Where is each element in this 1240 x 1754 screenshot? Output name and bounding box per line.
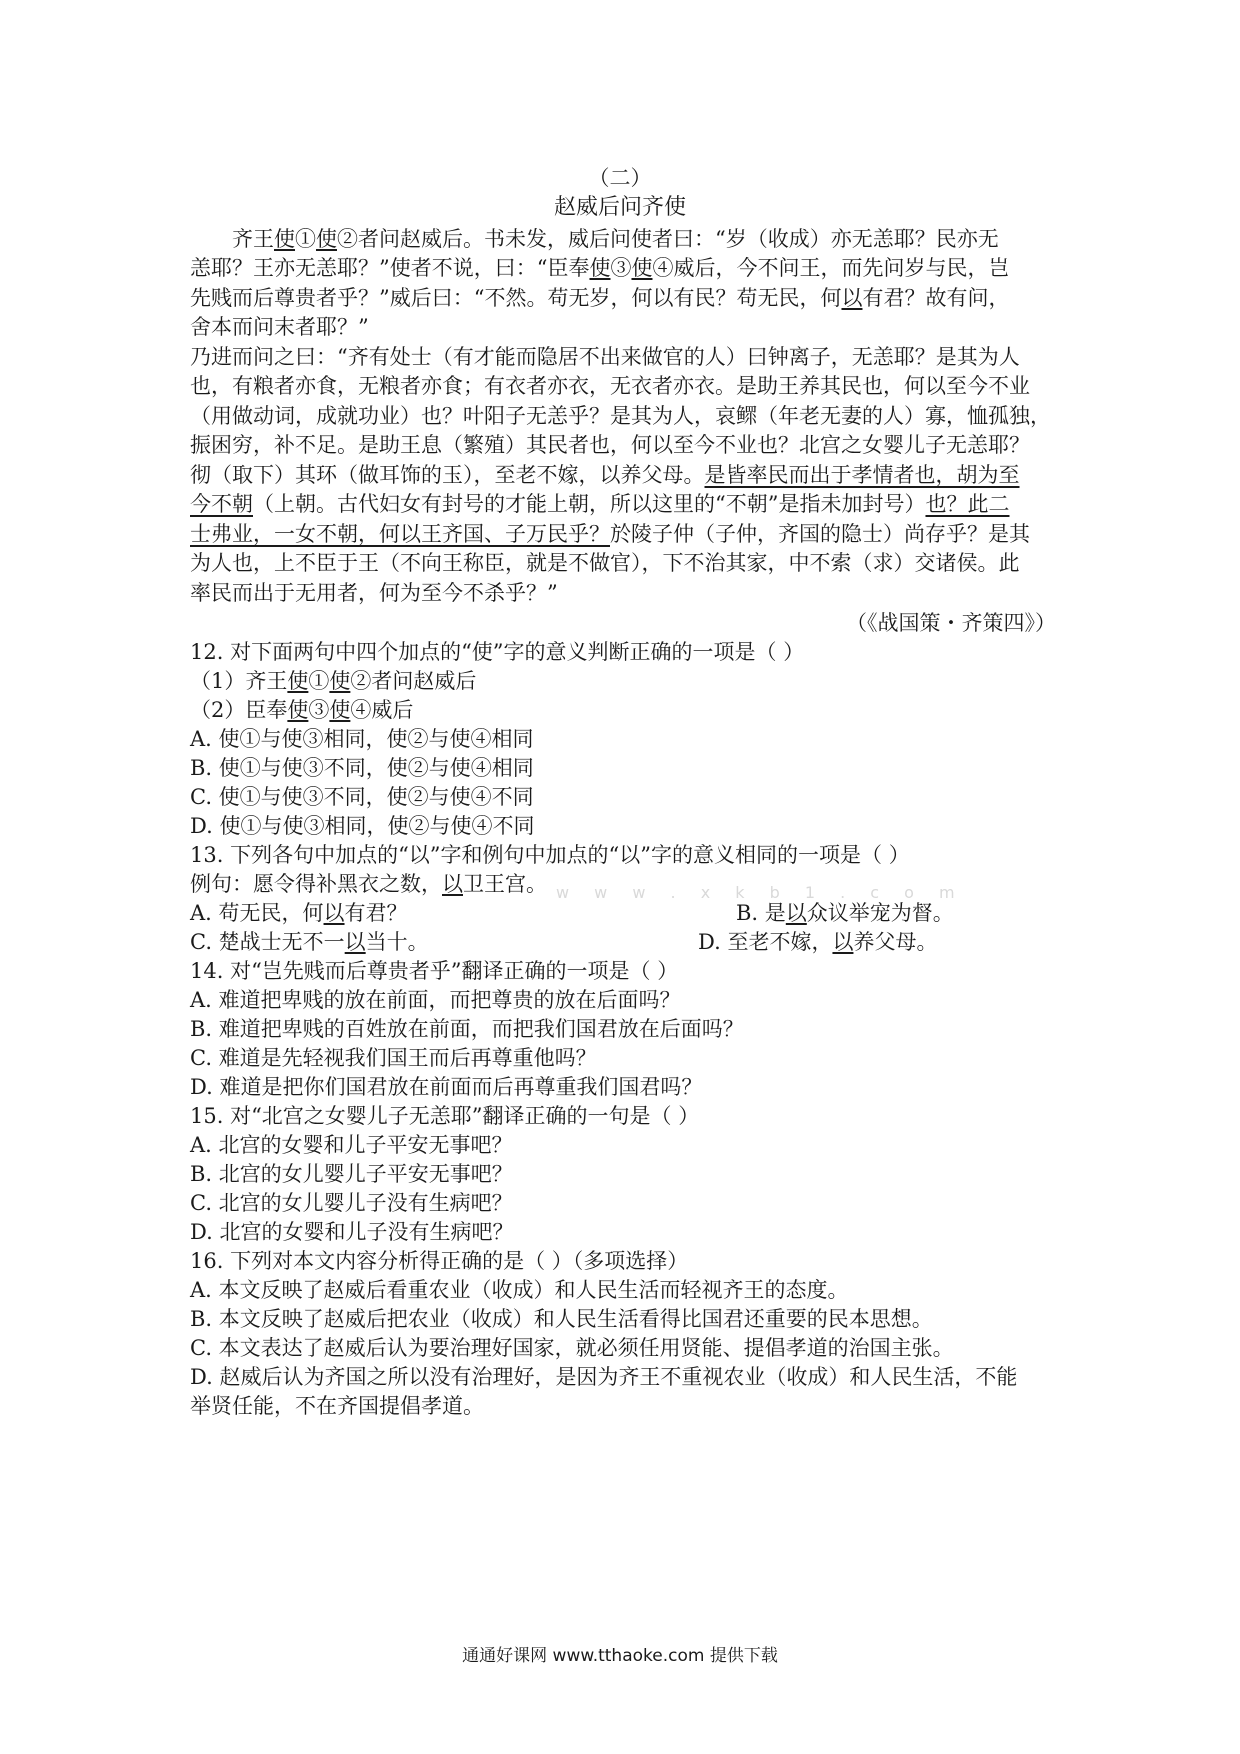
question-13-option-d: D. 至老不嫁，以养父母。 <box>698 930 938 954</box>
question-16-option-d-continued: 举贤任能，不在齐国提倡孝道。 <box>190 1394 484 1418</box>
passage-line: 士弗业，一女不朝，何以王齐国、子万民乎？於陵子仲（子仲，齐国的隐士）尚存乎？是其 <box>190 522 1030 546</box>
passage-line: 齐王使①使②者问赵威后。书未发，威后问使者曰：“岁（收成）亦无恙耶？民亦无 <box>232 227 999 251</box>
question-12-stem: 12. 对下面两句中四个加点的“使”字的意义判断正确的一项是（ ） <box>190 640 805 664</box>
passage-line: 乃进而问之曰：“齐有处士（有才能而隐居不出来做官的人）曰钟离子，无恙耶？是其为人 <box>190 345 1020 369</box>
passage-line: 先贱而后尊贵者乎？”威后曰：“不然。苟无岁，何以有民？苟无民，何以有君？故有问， <box>190 286 1010 310</box>
question-14-option-c: C. 难道是先轻视我们国王而后再尊重他吗？ <box>190 1046 597 1070</box>
section-number: （二） <box>588 166 652 190</box>
question-14-stem: 14. 对“岂先贱而后尊贵者乎”翻译正确的一项是（ ） <box>190 959 679 983</box>
question-15-option-c: C. 北宫的女儿婴儿子没有生病吧？ <box>190 1191 513 1215</box>
question-15-option-a: A. 北宫的女婴和儿子平安无事吧？ <box>190 1133 513 1157</box>
passage-line: 振困穷，补不足。是助王息（繁殖）其民者也，何以至今不业也？北宫之女婴儿子无恙耶？ <box>190 433 1030 457</box>
passage-line: 舍本而问末者耶？” <box>190 315 369 339</box>
page-footer: 通通好课网 www.tthaoke.com 提供下载 <box>462 1646 778 1666</box>
passage-line: 恙耶？王亦无恙耶？”使者不说，曰：“臣奉使③使④威后，今不问王，而先问岁与民，岂 <box>190 256 1010 280</box>
question-13-stem: 13. 下列各句中加点的“以”字和例句中加点的“以”字的意义相同的一项是（ ） <box>190 843 910 867</box>
passage-line: 今不朝（上朝。古代妇女有封号的才能上朝，所以这里的“不朝”是指未加封号）也？此二 <box>190 492 1010 516</box>
passage-line: 率民而出于无用者，何为至今不杀乎？” <box>190 581 558 605</box>
question-13-example: 例句：愿令得补黑衣之数，以卫王宫。 <box>190 872 547 896</box>
question-16-option-c: C. 本文表达了赵威后认为要治理好国家，就必须任用贤能、提倡孝道的治国主张。 <box>190 1336 954 1360</box>
question-15-option-d: D. 北宫的女婴和儿子没有生病吧？ <box>190 1220 514 1244</box>
question-14-option-d: D. 难道是把你们国君放在前面而后再尊重我们国君吗？ <box>190 1075 703 1099</box>
passage-line: 彻（取下）其环（做耳饰的玉），至老不嫁，以养父母。是皆率民而出于孝情者也，胡为至 <box>190 463 1020 487</box>
question-12-option-b: B. 使①与使③不同，使②与使④相同 <box>190 756 534 780</box>
question-16-stem: 16. 下列对本文内容分析得正确的是（ ）（多项选择） <box>190 1249 689 1273</box>
question-16-option-b: B. 本文反映了赵威后把农业（收成）和人民生活看得比国君还重要的民本思想。 <box>190 1307 933 1331</box>
question-15-stem: 15. 对“北宫之女婴儿子无恙耶”翻译正确的一句是（ ） <box>190 1104 700 1128</box>
question-14-option-b: B. 难道把卑贱的百姓放在前面，而把我们国君放在后面吗？ <box>190 1017 744 1041</box>
question-15-option-b: B. 北宫的女儿婴儿子平安无事吧？ <box>190 1162 513 1186</box>
question-13-option-a: A. 苟无民，何以有君？ <box>190 901 408 925</box>
passage-title: 赵威后问齐使 <box>553 195 686 220</box>
question-12-sentence: （2）臣奉使③使④威后 <box>190 698 414 722</box>
passage-line: 为人也，上不臣于王（不向王称臣，就是不做官），下不治其家，中不索（求）交诸侯。此 <box>190 551 1020 575</box>
watermark-text: w w w . x k b 1 . c o m <box>556 883 965 902</box>
passage-line: （用做动词，成就功业）也？叶阳子无恙乎？是其为人，哀鳏（年老无妻的人）寡，恤孤独， <box>190 404 1051 428</box>
question-16-option-a: A. 本文反映了赵威后看重农业（收成）和人民生活而轻视齐王的态度。 <box>190 1278 849 1302</box>
question-12-sentence: （1）齐王使①使②者问赵威后 <box>190 669 477 693</box>
question-16-option-d: D. 赵威后认为齐国之所以没有治理好，是因为齐王不重视农业（收成）和人民生活，不能 <box>190 1365 1018 1389</box>
question-12-option-d: D. 使①与使③相同，使②与使④不同 <box>190 814 535 838</box>
question-13-option-b: B. 是以众议举宠为督。 <box>736 901 954 925</box>
question-12-option-c: C. 使①与使③不同，使②与使④不同 <box>190 785 534 809</box>
passage-line: 也，有粮者亦食，无粮者亦食；有衣者亦衣，无衣者亦衣。是助王养其民也，何以至今不业 <box>190 374 1030 398</box>
question-14-option-a: A. 难道把卑贱的放在前面，而把尊贵的放在后面吗？ <box>190 988 681 1012</box>
passage-source: （《战国策・齐策四》） <box>846 611 1056 635</box>
question-13-option-c: C. 楚战士无不一以当十。 <box>190 930 429 954</box>
question-12-option-a: A. 使①与使③相同，使②与使④相同 <box>190 727 534 751</box>
